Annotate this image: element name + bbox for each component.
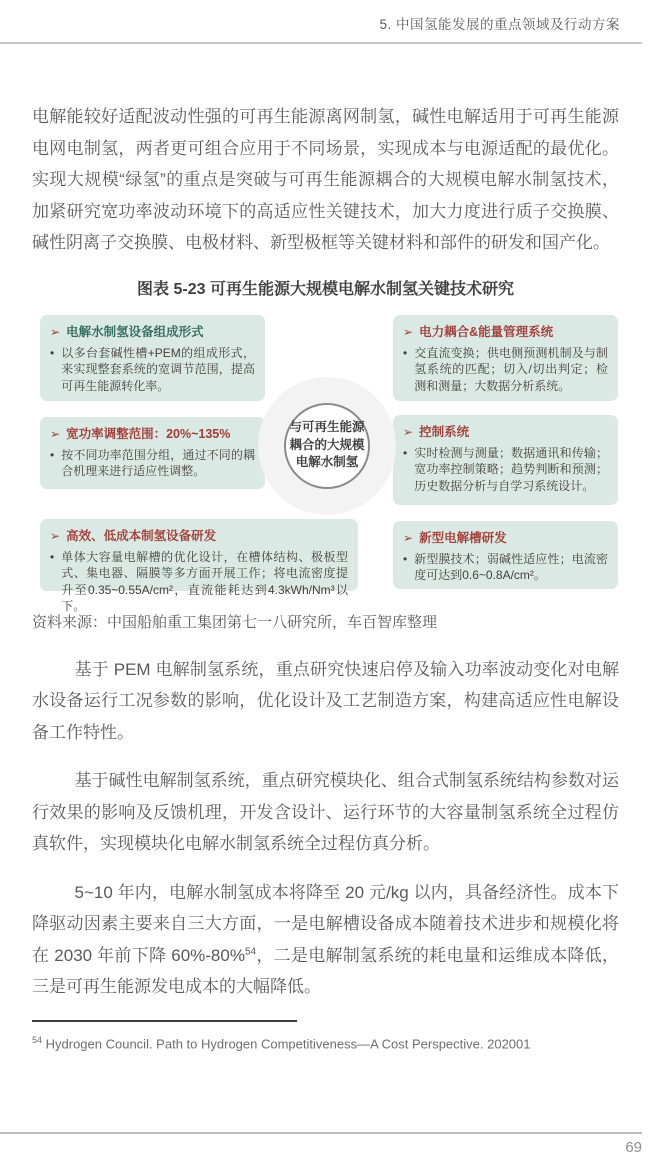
box-title: 电力耦合&能量管理系统 [419,324,554,339]
center-line-1: 与可再生能源 [289,420,365,435]
box-title: 高效、低成本制氢设备研发 [66,528,217,543]
footnote-block [32,1020,619,1053]
footnote-number: 54 [32,1034,43,1045]
cost-paragraph-text-continued: ，二是电解制氢系统的耗电量和运维成本降低，三是可再生能源发电成本的大幅降低。 [32,945,619,996]
box-bullet-text: 新型膜技术；弱碱性适应性；电流密度可达到0.6~0.8A/cm²。 [414,551,608,582]
box-title: 宽功率调整范围：20%~135% [66,426,231,441]
footnote-text [32,1031,619,1053]
footnote-divider [32,1020,297,1022]
box-high-efficiency-low-cost-equipment [40,519,358,613]
box-title-row [50,324,255,340]
arrow-marker-icon: ➢ [50,528,61,543]
paragraph-pem-system: 基于 PEM 电解制氢系统，重点研究快速启停及输入功率波动变化对电解水设备运行工况参数的影响，优化设计及工艺制造方案，构建高适应性电解设备工作特性。 [32,659,619,742]
arrow-marker-icon: ➢ [403,324,414,339]
box-bullet-text: 单体大容量电解槽的优化设计，在槽体结构、极板型式、集电器、隔膜等多方面开展工作；将电流密度提升至0.35~0.55A/cm²，直流能耗达到4.3kWh/Nm³以下。 [61,549,348,613]
box-wide-power-adjustment-range [40,417,265,489]
box-title-row [50,528,348,544]
box-bullet-row [50,447,255,480]
figure-title: 图表 5-23 可再生能源大规模电解水制氢关键技术研究 [137,280,514,298]
box-electrolysis-equipment-composition [40,315,265,401]
box-title: 控制系统 [419,424,470,439]
arrow-marker-icon: ➢ [50,426,61,441]
header-divider [0,42,642,44]
box-bullet-text: 交直流变换；供电侧预测机制及与制氢系统的匹配；切入/切出判定；检测和测量；大数据分析系统。 [414,345,608,393]
paragraph-cost-reduction [32,877,619,1003]
box-title-row [403,530,608,546]
box-control-system [393,415,618,505]
bullet-marker-icon: • [403,445,408,460]
box-title-row [403,324,608,340]
center-line-2: 耦合的大规模 [289,437,365,452]
box-power-coupling-energy-management [393,315,618,401]
box-bullet-row [403,445,608,495]
bullet-marker-icon: • [50,447,55,462]
bullet-marker-icon: • [50,549,55,564]
box-new-electrolyzer-rd [393,521,618,589]
key-technology-diagram [32,311,619,613]
box-title: 电解水制氢设备组成形式 [66,324,204,339]
bullet-marker-icon: • [50,345,55,360]
box-bullet-text: 实时检测与测量；数据通讯和传输；宽功率控制策略；趋势判断和预测；历史数据分析与自学习系统设计。 [414,445,608,493]
paragraph-alkaline-system: 基于碱性电解制氢系统，重点研究模块化、组合式制氢系统结构参数对运行效果的影响及反馈机理，开发含设计、运行环节的大容量制氢系统全过程仿真软件，实现模块化电解水制氢系统全过程仿真分析。 [32,771,619,853]
arrow-marker-icon: ➢ [403,530,414,545]
bullet-marker-icon: • [403,551,408,566]
center-circle-outer-ring [258,377,396,515]
center-line-3: 电解水制氢 [295,455,359,470]
box-title: 新型电解槽研发 [419,530,507,545]
footnote-reference-54: 54 [244,945,257,957]
box-bullet-row [403,345,608,395]
page-number: 69 [625,1139,642,1156]
cost-paragraph-text: 5~10 年内，电解水制氢成本将降至 20 元/kg 以内，具备经济性。成本下降驱动因素主要来自三大方面，一是电解槽设备成本随着技术进步和规模化将在 2030 年前下降 60%-80% [32,882,619,965]
box-bullet-row [50,549,348,615]
page-content [32,101,619,1053]
figure-source-note: 资料来源：中国船舶重工集团第七一八研究所，车百智库整理 [32,613,438,631]
arrow-marker-icon: ➢ [50,324,61,339]
paragraph-electrolysis-adaptation: 电解能较好适配波动性强的可再生能源离网制氢，碱性电解适用于可再生能源电网电制氢，两者更可组合应用于不同场景，实现成本与电源适配的最优化。实现大规模“绿氢”的重点是突破与可再生能源耦合的大规模电解水制氢技术，加紧研究宽功率波动环境下的高适应性关键技术，加大力度进行质子交换膜、碱性阴离子交换膜、电极材料、新型极框等关键材料和部件的研发和国产化。 [32,107,619,252]
arrow-marker-icon: ➢ [403,424,414,439]
box-title-row [403,424,608,440]
box-title-row [50,426,255,442]
box-bullet-row [403,551,608,584]
center-circle-label [284,403,370,489]
footer-divider [0,1132,642,1134]
box-bullet-row [50,345,255,395]
bullet-marker-icon: • [403,345,408,360]
page-header-title: 5. 中国氢能发展的重点领域及行动方案 [379,17,620,32]
footnote-citation: Hydrogen Council. Path to Hydrogen Competitiveness—A Cost Perspective. 202001 [42,1035,531,1051]
box-bullet-text: 按不同功率范围分组，通过不同的耦合机理来进行适应性调整。 [61,447,255,478]
box-bullet-text: 以多台套碱性槽+PEM的组成形式，来实现整套系统的宽调节范围，提高可再生能源转化率。 [61,345,255,393]
